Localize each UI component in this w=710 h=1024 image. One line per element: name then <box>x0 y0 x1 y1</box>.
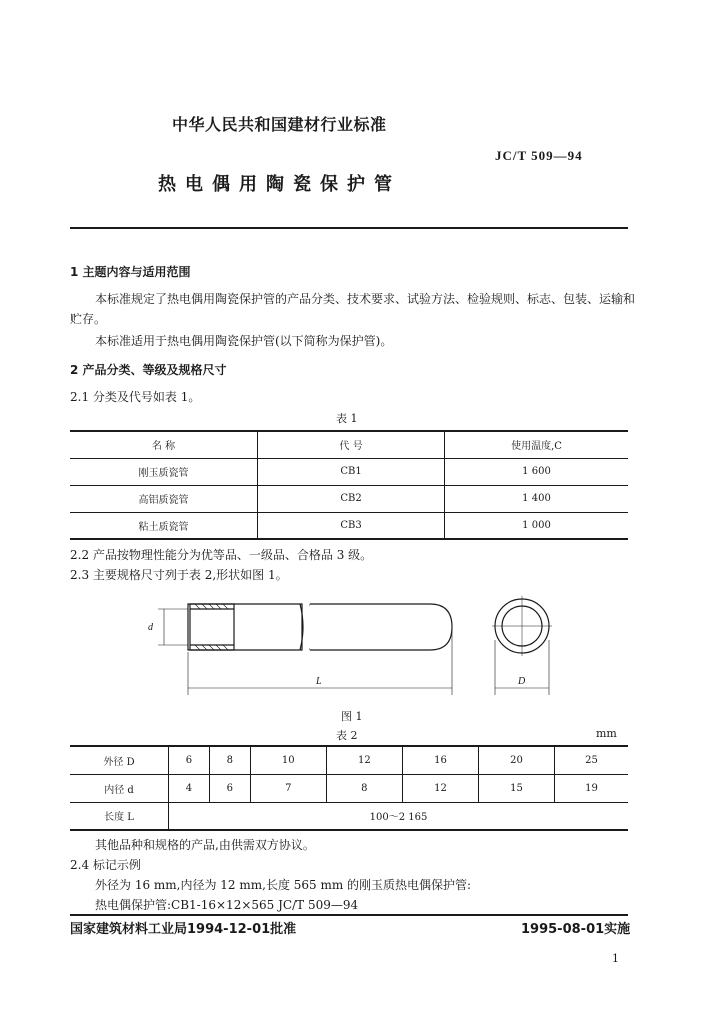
section-2-2: 2.2 产品按物理性能分为优等品、一级品、合格品 3 级。 <box>70 548 373 562</box>
section-2-1: 2.1 分类及代号如表 1。 <box>70 390 201 404</box>
table-cell: 粘土质瓷管 <box>70 512 258 539</box>
section-1-heading: 1 主题内容与适用范围 <box>70 265 191 279</box>
table-cell: 15 <box>479 774 555 802</box>
standard-code: JC/T 509—94 <box>495 148 583 163</box>
table-row <box>70 774 628 802</box>
implementation-date: 1995-08-01实施 <box>521 922 631 937</box>
table-cell: 12 <box>402 774 478 802</box>
section-2-4: 2.4 标记示例 <box>70 858 141 872</box>
table-1 <box>70 430 628 540</box>
footer-rule <box>70 914 628 916</box>
table-cell: 高铝质瓷管 <box>70 485 258 512</box>
table-1-header-name: 名 称 <box>70 431 258 458</box>
table-1-header-temp: 使用温度,C <box>445 431 629 458</box>
table-cell: 100～2 165 <box>169 802 629 830</box>
approval-date: 国家建筑材料工业局1994-12-01批准 <box>70 922 297 937</box>
section-1-para1-line1: 本标准规定了热电偶用陶瓷保护管的产品分类、技术要求、试验方法、检验规则、标志、包装、运输和 <box>95 292 636 306</box>
document-title: 热电偶用陶瓷保护管 <box>158 174 401 195</box>
figure-1-caption: 图 1 <box>341 710 363 723</box>
table-row <box>70 746 628 774</box>
table-2 <box>70 745 628 831</box>
table-cell: 6 <box>169 746 210 774</box>
marking-example-line2: 热电偶保护管:CB1-16×12×565 JC/T 509—94 <box>95 898 359 912</box>
page-number: 1 <box>612 952 619 965</box>
table-cell: 12 <box>326 746 402 774</box>
figure-1-drawing <box>140 590 580 705</box>
table-cell: CB2 <box>258 485 445 512</box>
table-cell: 25 <box>555 746 628 774</box>
table-row <box>70 802 628 830</box>
table-cell: 16 <box>402 746 478 774</box>
table-2-caption: 表 2 <box>336 729 358 742</box>
figure-1-label-L: L <box>316 676 322 687</box>
table-row <box>70 512 628 539</box>
table-cell: 8 <box>326 774 402 802</box>
table-cell: 1 000 <box>445 512 629 539</box>
table-1-header-code: 代 号 <box>258 431 445 458</box>
table-cell: 6 <box>209 774 250 802</box>
table-cell: 7 <box>250 774 326 802</box>
table-cell: 10 <box>250 746 326 774</box>
table-row <box>70 431 628 458</box>
marking-example-line1: 外径为 16 mm,内径为 12 mm,长度 565 mm 的刚玉质热电偶保护管: <box>95 878 472 892</box>
section-2-heading: 2 产品分类、等级及规格尺寸 <box>70 363 227 377</box>
section-1-para2: 本标准适用于热电偶用陶瓷保护管(以下简称为保护管)。 <box>95 334 393 348</box>
table-row <box>70 458 628 485</box>
standard-organization: 中华人民共和国建材行业标准 <box>172 115 387 134</box>
table-2-row-label-outer: 外径 D <box>70 746 169 774</box>
figure-1-label-d: d <box>148 622 153 633</box>
figure-1-label-D: D <box>518 676 526 687</box>
table-cell: 4 <box>169 774 210 802</box>
table-row <box>70 485 628 512</box>
section-2-3: 2.3 主要规格尺寸列于表 2,形状如图 1。 <box>70 568 288 582</box>
section-1-para1-line2: 贮存。 <box>70 312 107 326</box>
table-2-note: 其他品种和规格的产品,由供需双方协议。 <box>95 838 315 852</box>
table-cell: CB1 <box>258 458 445 485</box>
table-2-row-label-inner: 内径 d <box>70 774 169 802</box>
table-cell: 19 <box>555 774 628 802</box>
header-rule <box>70 227 628 229</box>
table-cell: CB3 <box>258 512 445 539</box>
table-cell: 刚玉质瓷管 <box>70 458 258 485</box>
table-cell: 1 600 <box>445 458 629 485</box>
table-1-caption: 表 1 <box>336 412 358 425</box>
table-cell: 8 <box>209 746 250 774</box>
table-cell: 1 400 <box>445 485 629 512</box>
table-2-row-label-length: 长度 L <box>70 802 169 830</box>
table-cell: 20 <box>479 746 555 774</box>
table-2-unit: mm <box>596 727 617 740</box>
